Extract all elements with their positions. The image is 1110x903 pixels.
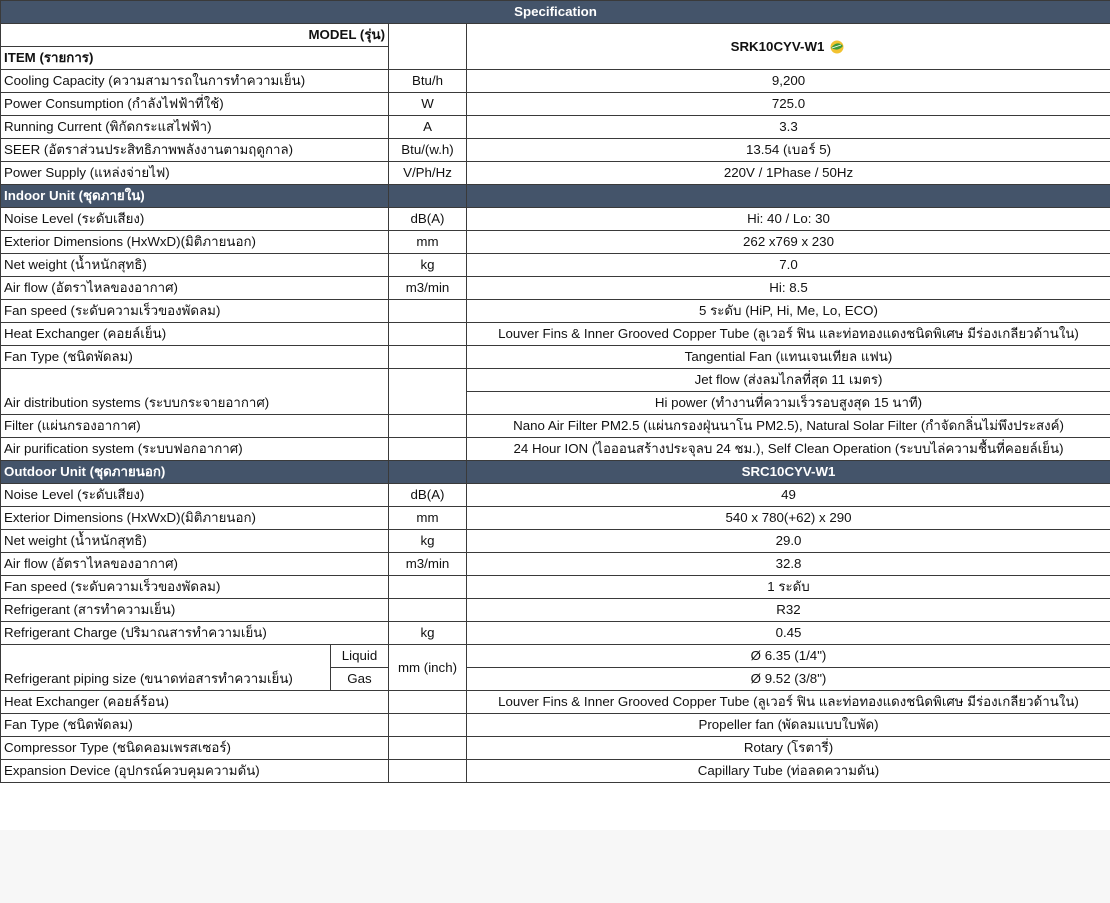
spec-value: Hi: 8.5 (467, 277, 1110, 300)
spec-item-label: SEER (อัตราส่วนประสิทธิภาพพลังงานตามฤดูกาล) (1, 139, 389, 162)
section-title: Outdoor Unit (ชุดภายนอก) (1, 461, 389, 484)
spec-unit (389, 576, 467, 599)
spec-unit (389, 737, 467, 760)
spec-unit: A (389, 116, 467, 139)
spec-value: 725.0 (467, 93, 1110, 116)
spec-value: 1 ระดับ (467, 576, 1110, 599)
spec-item-label: Exterior Dimensions (HxWxD)(มิติภายนอก) (1, 507, 389, 530)
spec-item-label: Refrigerant piping size (ขนาดท่อสารทำความเย็น) (1, 645, 331, 691)
spec-row (1, 553, 1110, 576)
spec-value: Nano Air Filter PM2.5 (แผ่นกรองฝุ่นนาโน PM2.5), Natural Solar Filter (กำจัดกลิ่นไม่พึงประสงค์) (467, 415, 1110, 438)
spec-item-label: Fan Type (ชนิดพัดลม) (1, 346, 389, 369)
spec-unit: kg (389, 254, 467, 277)
table-title: Specification (1, 1, 1110, 24)
spec-row (1, 714, 1110, 737)
spec-unit: m3/min (389, 553, 467, 576)
spec-value: 32.8 (467, 553, 1110, 576)
spec-unit: kg (389, 530, 467, 553)
spec-value: 0.45 (467, 622, 1110, 645)
liquid-label: Liquid (331, 645, 389, 668)
spec-value: Ø 6.35 (1/4") (467, 645, 1110, 668)
spec-unit: m3/min (389, 277, 467, 300)
spec-unit: mm (389, 231, 467, 254)
spec-item-label: Compressor Type (ชนิดคอมเพรสเซอร์) (1, 737, 389, 760)
spec-row (1, 93, 1110, 116)
spec-row (1, 162, 1110, 185)
spec-value: 5 ระดับ (HiP, Hi, Me, Lo, ECO) (467, 300, 1110, 323)
spec-row (1, 530, 1110, 553)
spec-unit: V/Ph/Hz (389, 162, 467, 185)
spec-value: Jet flow (ส่งลมไกลที่สุด 11 เมตร) (467, 369, 1110, 392)
section-title: Indoor Unit (ชุดภายใน) (1, 185, 389, 208)
spec-unit (389, 691, 467, 714)
spec-unit (389, 714, 467, 737)
spec-item-label: Cooling Capacity (ความสามารถในการทำความเย็น) (1, 70, 389, 93)
spec-unit (389, 415, 467, 438)
spec-row (1, 346, 1110, 369)
piping-row-liquid (1, 645, 1110, 668)
spec-item-label: Power Consumption (กำลังไฟฟ้าที่ใช้) (1, 93, 389, 116)
eco-leaf-icon (828, 39, 846, 55)
indoor-section-header (1, 185, 1110, 208)
spec-item-label: Refrigerant (สารทำความเย็น) (1, 599, 389, 622)
spec-unit (389, 323, 467, 346)
spec-unit: dB(A) (389, 484, 467, 507)
spec-unit: kg (389, 622, 467, 645)
spec-value: 24 Hour ION (ไอออนสร้างประจุลบ 24 ชม.), Self Clean Operation (ระบบไล่ความชื้นที่คอยล์เย็น) (467, 438, 1110, 461)
spec-row (1, 116, 1110, 139)
spec-item-label: Fan speed (ระดับความเร็วของพัดลม) (1, 576, 389, 599)
spec-row (1, 438, 1110, 461)
spec-row (1, 254, 1110, 277)
spec-unit (389, 369, 467, 415)
spec-value: R32 (467, 599, 1110, 622)
item-label: ITEM (รายการ) (1, 47, 389, 70)
spec-unit: W (389, 93, 467, 116)
spec-row (1, 737, 1110, 760)
spec-row (1, 231, 1110, 254)
spec-unit (389, 599, 467, 622)
spec-unit (389, 300, 467, 323)
spec-item-label: Heat Exchanger (คอยล์ร้อน) (1, 691, 389, 714)
spec-value: 3.3 (467, 116, 1110, 139)
outdoor-section-header (1, 461, 1110, 484)
spec-value: 9,200 (467, 70, 1110, 93)
section-model: SRC10CYV-W1 (467, 461, 1110, 484)
spec-item-label: Heat Exchanger (คอยล์เย็น) (1, 323, 389, 346)
spec-value: 49 (467, 484, 1110, 507)
spec-row (1, 323, 1110, 346)
spec-row (1, 415, 1110, 438)
spec-item-label: Noise Level (ระดับเสียง) (1, 484, 389, 507)
spec-row (1, 507, 1110, 530)
section-unit-blank (389, 185, 467, 208)
spec-unit: Btu/h (389, 70, 467, 93)
spec-item-label: Power Supply (แหล่งจ่ายไฟ) (1, 162, 389, 185)
spec-value: Rotary (โรตารี่) (467, 737, 1110, 760)
air-distribution-row (1, 369, 1110, 392)
title-row (1, 1, 1110, 24)
spec-item-label: Air flow (อัตราไหลของอากาศ) (1, 553, 389, 576)
spec-value: Hi power (ทำงานที่ความเร็วรอบสูงสุด 15 นาที) (467, 392, 1110, 415)
spec-item-label: Refrigerant Charge (ปริมาณสารทำความเย็น) (1, 622, 389, 645)
spec-item-label: Noise Level (ระดับเสียง) (1, 208, 389, 231)
spec-row (1, 139, 1110, 162)
spec-value: 29.0 (467, 530, 1110, 553)
spec-row (1, 208, 1110, 231)
spec-value: 7.0 (467, 254, 1110, 277)
spec-unit: mm (inch) (389, 645, 467, 691)
spec-row (1, 300, 1110, 323)
spec-unit: mm (389, 507, 467, 530)
spec-item-label: Exterior Dimensions (HxWxD)(มิติภายนอก) (1, 231, 389, 254)
spec-row (1, 277, 1110, 300)
spec-value: Ø 9.52 (3/8") (467, 668, 1110, 691)
spec-value: Louver Fins & Inner Grooved Copper Tube (ลูเวอร์ ฟิน และท่อทองแดงชนิดพิเศษ มีร่องเกลียวด้านใน) (467, 691, 1110, 714)
spec-item-label: Air distribution systems (ระบบกระจายอากาศ) (1, 369, 389, 415)
spec-item-label: Fan Type (ชนิดพัดลม) (1, 714, 389, 737)
spec-item-label: Fan speed (ระดับความเร็วของพัดลม) (1, 300, 389, 323)
spec-value: Hi: 40 / Lo: 30 (467, 208, 1110, 231)
spec-unit (389, 346, 467, 369)
model-name-cell (467, 24, 1110, 70)
spec-row (1, 70, 1110, 93)
header-row-model (1, 24, 1110, 47)
model-name: SRK10CYV-W1 (730, 38, 825, 54)
section-unit-blank (389, 461, 467, 484)
spec-row (1, 484, 1110, 507)
model-label: MODEL (รุ่น) (1, 24, 389, 47)
spec-value: Propeller fan (พัดลมแบบใบพัด) (467, 714, 1110, 737)
spec-value: 262 x769 x 230 (467, 231, 1110, 254)
spec-value: 13.54 (เบอร์ 5) (467, 139, 1110, 162)
spec-value: 220V / 1Phase / 50Hz (467, 162, 1110, 185)
gas-label: Gas (331, 668, 389, 691)
spec-unit (389, 438, 467, 461)
spec-item-label: Net weight (น้ำหนักสุทธิ) (1, 530, 389, 553)
spec-unit: Btu/(w.h) (389, 139, 467, 162)
spec-item-label: Net weight (น้ำหนักสุทธิ) (1, 254, 389, 277)
spec-value: Capillary Tube (ท่อลดความดัน) (467, 760, 1110, 783)
spec-row (1, 599, 1110, 622)
spec-item-label: Running Current (พิกัดกระแสไฟฟ้า) (1, 116, 389, 139)
spec-item-label: Air purification system (ระบบฟอกอากาศ) (1, 438, 389, 461)
spec-item-label: Filter (แผ่นกรองอากาศ) (1, 415, 389, 438)
section-model (467, 185, 1110, 208)
spec-item-label: Expansion Device (อุปกรณ์ควบคุมความดัน) (1, 760, 389, 783)
spec-value: 540 x 780(+62) x 290 (467, 507, 1110, 530)
spec-row (1, 760, 1110, 783)
spec-row (1, 622, 1110, 645)
spec-unit (389, 760, 467, 783)
spec-row (1, 691, 1110, 714)
spec-value: Tangential Fan (แทนเจนเทียล แฟน) (467, 346, 1110, 369)
spec-unit: dB(A) (389, 208, 467, 231)
spec-row (1, 576, 1110, 599)
header-unit-blank (389, 24, 467, 70)
spec-value: Louver Fins & Inner Grooved Copper Tube (ลูเวอร์ ฟิน และท่อทองแดงชนิดพิเศษ มีร่องเกลียวด้านใน) (467, 323, 1110, 346)
spec-item-label: Air flow (อัตราไหลของอากาศ) (1, 277, 389, 300)
